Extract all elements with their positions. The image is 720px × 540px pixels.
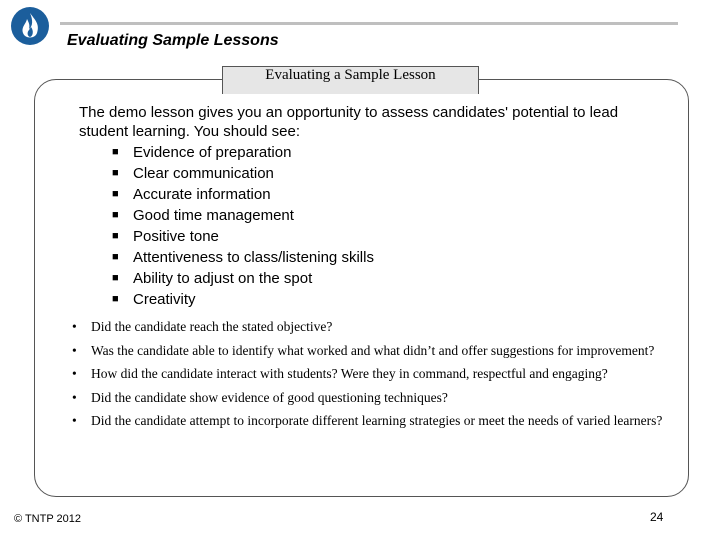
square-bullet-icon: ■ (112, 293, 119, 305)
flame-logo-icon (10, 6, 50, 46)
intro-text: The demo lesson gives you an opportunity to assess candidates' potential to lead student learning. You should see: (79, 104, 619, 140)
bullet-icon: • (72, 366, 77, 381)
card-tab-title: Evaluating a Sample Lesson (222, 66, 479, 94)
bullet-icon: • (72, 319, 77, 334)
square-bullet-icon: ■ (112, 188, 119, 200)
list-item: ■ Clear communication (112, 165, 274, 182)
list-item: ■ Ability to adjust on the spot (112, 270, 313, 287)
question-item: • Did the candidate show evidence of good questioning techniques? (70, 388, 670, 408)
bullet-icon: • (72, 342, 77, 358)
question-item: • Did the candidate reach the stated objective? (70, 317, 670, 337)
question-item: • Was the candidate able to identify what worked and what didn’t and offer suggestions for improvement? (70, 341, 670, 361)
square-bullet-icon: ■ (112, 209, 119, 221)
list-item: ■ Creativity (112, 291, 196, 308)
square-bullet-icon: ■ (112, 167, 119, 179)
list-item: ■ Positive tone (112, 228, 219, 245)
header-rule (60, 22, 678, 25)
square-bullet-icon: ■ (112, 146, 119, 158)
list-item: ■ Accurate information (112, 186, 271, 203)
question-item: • How did the candidate interact with students? Were they in command, respectful and engaging? (70, 364, 670, 384)
bullet-icon: • (72, 413, 77, 428)
see-list (112, 142, 374, 310)
list-item: ■ Good time management (112, 207, 294, 224)
list-item: ■ Evidence of preparation (112, 144, 292, 161)
question-item: • Did the candidate attempt to incorporate different learning strategies or meet the needs of varied learners? (70, 411, 670, 431)
question-list (70, 317, 670, 435)
bullet-icon: • (72, 389, 77, 405)
copyright-text: © TNTP 2012 (14, 513, 82, 525)
list-item: ■ Attentiveness to class/listening skills (112, 249, 374, 266)
square-bullet-icon: ■ (112, 230, 119, 242)
slide-title: Evaluating Sample Lessons (67, 32, 279, 49)
page-number: 24 (650, 510, 664, 524)
square-bullet-icon: ■ (112, 251, 119, 263)
square-bullet-icon: ■ (112, 272, 119, 284)
